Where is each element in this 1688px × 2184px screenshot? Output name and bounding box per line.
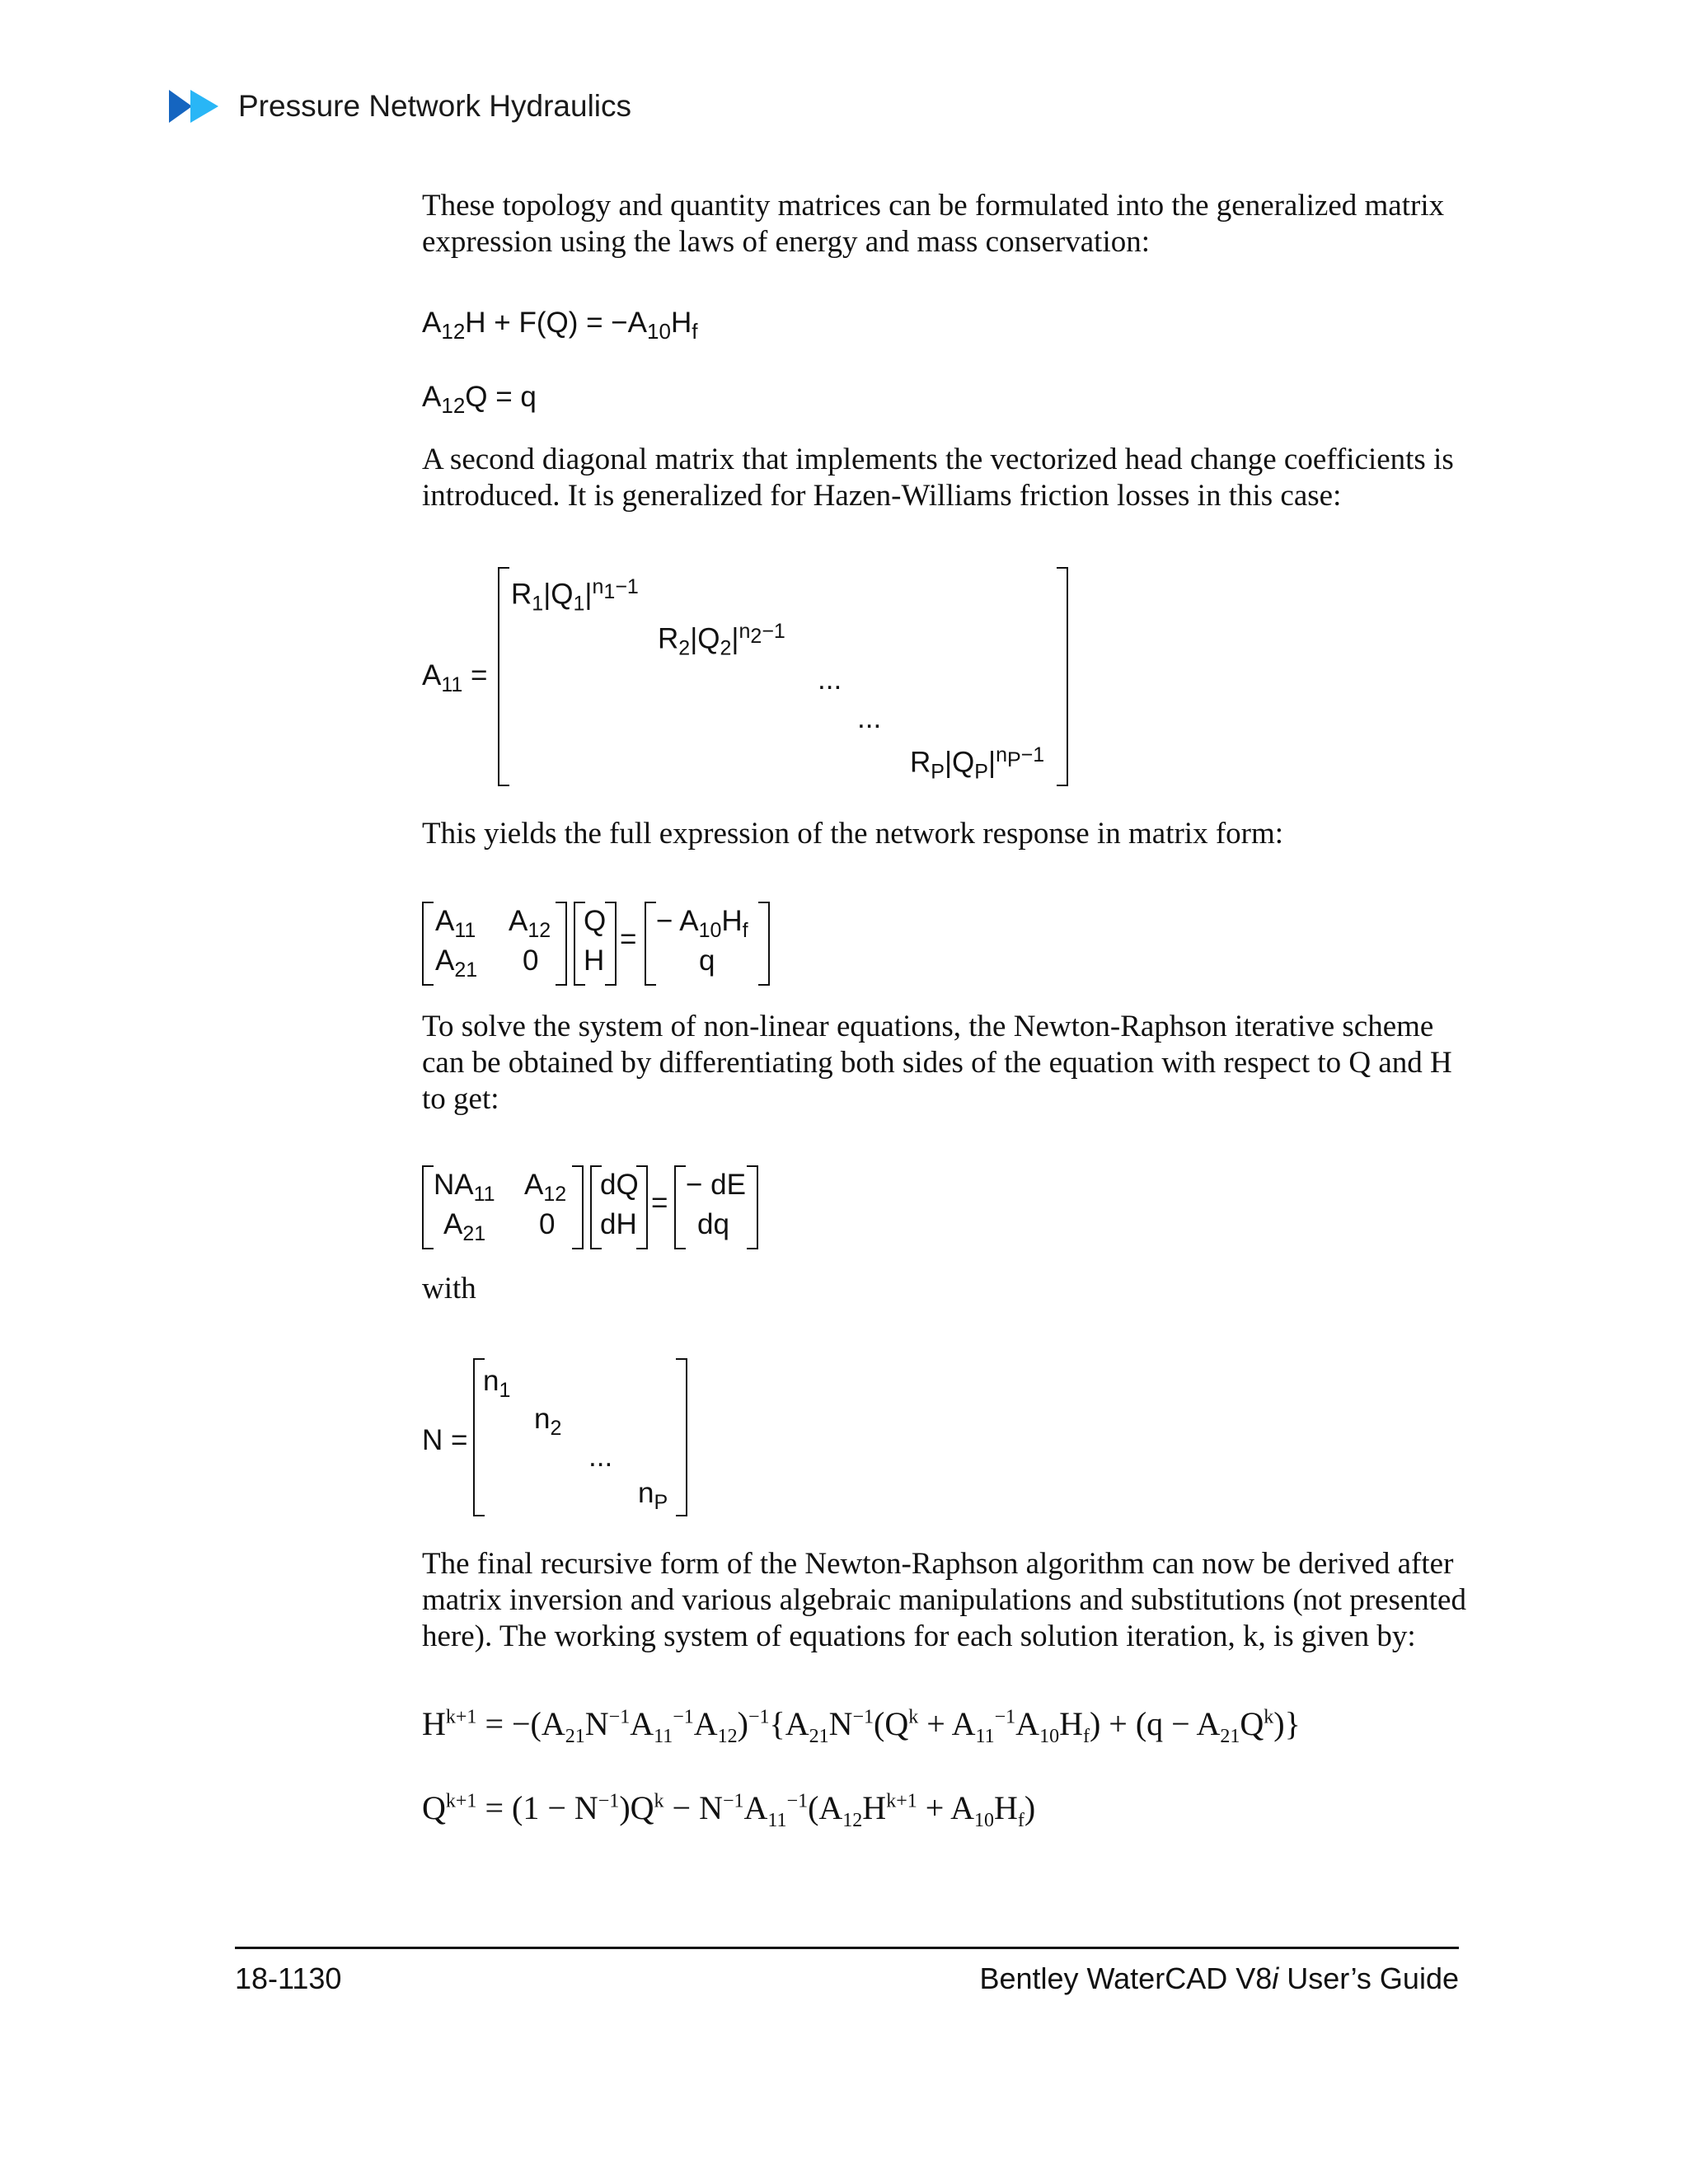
footer-rule (235, 1947, 1459, 1949)
paragraph-newton-raphson: To solve the system of non-linear equations, the Newton-Raphson iterative scheme can be obtained by differentiating both sides of the equation with respect to Q and H to get: (422, 1010, 1452, 1116)
matrix-network-response: $A_{11}$ $A_{12}$ $A_{21}$ 0 Q H = − $A_{10}H_f$ q (422, 898, 785, 989)
paragraph-recursive-form: The final recursive form of the Newton-Raphson algorithm can now be derived after matrix inversion and various algebraic manipulations and substitutions (not presented here). The working system of equations for each solution iteration, k, is given by: (422, 1547, 1466, 1653)
page-number: 18-1130 (235, 1961, 342, 1995)
book-title-italic: i (1272, 1961, 1279, 1995)
paragraph-network-response: This yields the full expression of the network response in matrix form: (422, 817, 1284, 851)
matrix-n: N = $n_1$ $n_2$ ... $n_P$ (422, 1358, 694, 1523)
page-header (169, 86, 631, 127)
double-chevron-icon (169, 88, 222, 124)
matrix-newton-raphson: $NA_{11}$ $A_{12}$ $A_{21}$ 0 dQ dH = − dE dq (422, 1162, 768, 1253)
equation-head-update: $H^{k+1} = -(A_{21}N^{-1}A_{11}^{-1}A_{12})^{-1}\{A_{21}N^{-1}(Q^k + A_{11}^{-1}A_{10}H_f) + (q - A_{21}Q^k)\}$ (422, 1705, 1301, 1747)
equation-energy: $A_{12}H + F(Q) = -A_{10}H_f$ (422, 307, 698, 344)
book-title (979, 1961, 1459, 1996)
book-title-prefix: Bentley WaterCAD V8 (979, 1961, 1273, 1995)
header-title: Pressure Network Hydraulics (238, 89, 632, 123)
paragraph-with: with (422, 1272, 476, 1305)
book-title-suffix: User’s Guide (1278, 1961, 1459, 1995)
equation-flow-update: $Q^{k+1} = (1 - N^{-1})Q^k - N^{-1}A_{11}^{-1}(A_{12}H^{k+1} + A_{10}H_f)$ (422, 1789, 1036, 1831)
equation-mass: $A_{12}Q = q$ (422, 381, 537, 418)
paragraph-intro: These topology and quantity matrices can be formulated into the generalized matrix expression using the laws of energy and mass conservation: (422, 189, 1445, 259)
paragraph-diagonal: A second diagonal matrix that implements the vectorized head change coefficients is introduced. It is generalized for Hazen-Williams friction losses in this case: (422, 443, 1454, 513)
matrix-a11: $A_{11}$ = $R_1|Q_1|^{n_1-1}$ $R_2|Q_2|^{n_2-1}$ ... ... $R_P|Q_P|^{n_P-1}$ (422, 560, 1065, 791)
